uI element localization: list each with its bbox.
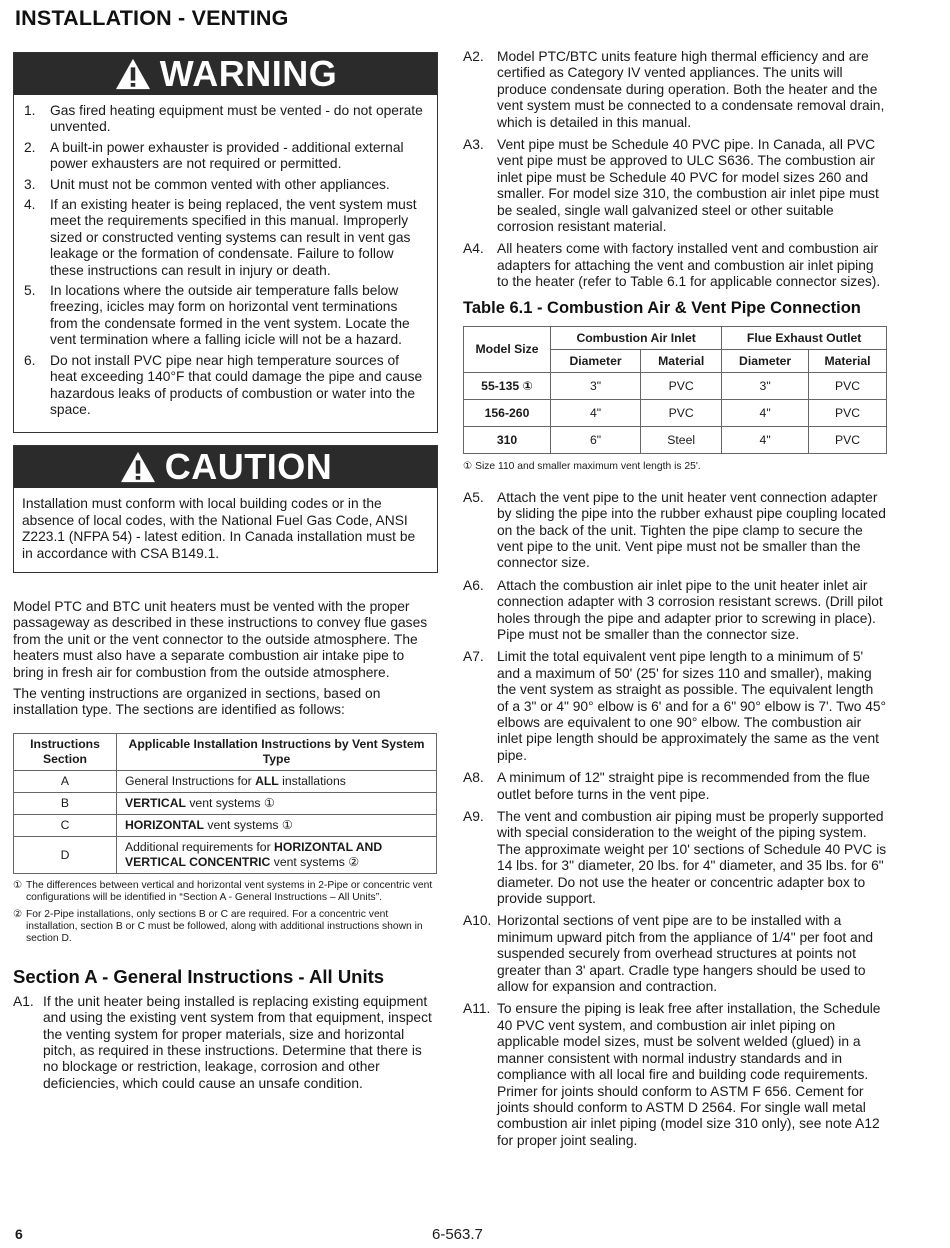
section-letter: B (14, 792, 117, 814)
note-text: If the unit heater being installed is replacing existing equipment and using the existing vent system from that equipment, inspect the venting system for proper materials, size and horizontal pitch, as required in these instructions. Determine that there is no blockage or restriction, leakage, corrosion and other deficiencies, which could cause an unsafe condition. (43, 993, 432, 1091)
table-subheader: Material (641, 349, 722, 372)
footnotes (13, 880, 438, 946)
section-a-heading: Section A - General Instructions - All Units (13, 965, 385, 987)
desc-bold: VERTICAL CONCENTRIC (125, 854, 271, 869)
note-number: A6. (463, 577, 484, 593)
note-text: Model PTC/BTC units feature high thermal efficiency and are certified as Category IV vented appliances. The units will produce condensate during operation. Both the heater and the vent system must be connected to a condensate removal drain, which is detailed in this manual. (497, 49, 885, 130)
section-letter: D (14, 836, 117, 873)
footnote (13, 880, 438, 905)
table-row (14, 792, 437, 814)
pipe-table-title: Table 6.1 - Combustion Air & Vent Pipe Connection (463, 298, 861, 317)
table-cell: Steel (641, 426, 722, 453)
note-text: To ensure the piping is leak free after installation, the Schedule 40 PVC vent system, and combustion air inlet piping on applicable model sizes, must be solvent welded (glued) in a manner consistent with normal industry standards and in compliance with all local fire and building code requirements. Primer for joints should conform to ASTM F 656. Cement for joints should conform to ASTM D 2564. For single wall metal combustion air inlet piping (model size 310 only), see note A12 for proper joint sealing. (497, 1001, 881, 1148)
warning-box (13, 52, 438, 433)
note-a5 (463, 490, 888, 572)
table-row (464, 399, 887, 426)
page-title: INSTALLATION - VENTING (15, 6, 289, 30)
table-row (14, 836, 437, 873)
note-text: All heaters come with factory installed vent and combustion air adapters for attaching the vent and combustion air inlet piping to the heater (refer to Table 6.1 for applicable connector sizes). (497, 241, 881, 290)
note-number: A1. (13, 993, 34, 1009)
note-text: Horizontal sections of vent pipe are to be installed with a minimum upward pitch from the appliance of 1/4" per foot and suspended securely from overhead structures at points not greater than 3' apart. Cradle type hangers should be used to allow for expansion and contraction. (497, 913, 874, 995)
note-a2 (463, 49, 888, 131)
warning-item-number: 1. (24, 103, 36, 118)
note-a7 (463, 649, 888, 764)
warning-item (24, 103, 427, 136)
warning-item-number: 6. (24, 352, 36, 368)
desc-bold: ALL (255, 773, 279, 788)
table-cell: PVC (808, 372, 886, 399)
caution-label: CAUTION (164, 446, 333, 488)
note-a3 (463, 137, 888, 235)
note-text: Vent pipe must be Schedule 40 PVC pipe. In Canada, all PVC vent pipe must be approved to ULC S636. The combustion air inlet pipe must be Schedule 40 PVC for model sizes 260 and smaller. For model size 310, the combustion air inlet pipe must be sealed, single wall galvanized steel or other suitable corrosion resistant material. (497, 137, 879, 235)
intro-paragraph: The venting instructions are organized in sections, based on installation type. The sections are identified as follows: (13, 685, 381, 718)
table-header-row (464, 326, 887, 349)
note-number: A11. (463, 1001, 491, 1017)
note-a11 (463, 1001, 888, 1149)
warning-list (14, 95, 437, 432)
note-a1 (13, 994, 438, 1092)
desc-text: Additional requirements for (125, 839, 275, 854)
note-text: A minimum of 12" straight pipe is recommended from the flue outlet before turns in the vent pipe. (497, 770, 870, 802)
desc-text: vent systems ① (185, 795, 275, 810)
document-number: 6-563.7 (432, 1226, 483, 1243)
intro-paragraph: Model PTC and BTC unit heaters must be vented with the proper passageway as described in these instructions to convey flue gases from the unit or the vent connector to the outside atmosphere. The heaters must also have a separate combustion air intake pipe to bring in fresh air for combustion from the outside atmosphere. (13, 598, 428, 680)
caution-triangle-icon (119, 450, 157, 484)
table-header-group: Flue Exhaust Outlet (722, 326, 887, 349)
note-text: Limit the total equivalent vent pipe length to a minimum of 5' and a maximum of 50' (25' for sizes 110 and smaller), making the vent system as straight as possible. The equivalent length of a 3" or 4" 90° elbow is 6' and for a 6" 90° elbow is 7'. Two 45° elbows are equivalent to one 90° elbow. The combustion air inlet pipe length should be approximately the same as the vent pipe. (497, 649, 887, 763)
warning-item (24, 283, 427, 349)
table-cell: 3" (551, 372, 641, 399)
note-text: The vent and combustion air piping must be properly supported with special consideration to the weight of the piping system. The approximate weight per 10' sections of Schedule 40 PVC is 14 lbs. for 3" diameter, 20 lbs. for 4" diameter, and 35 lbs. for 6" diameter. Do not use the heater or concentric adapter box to provide support. (497, 809, 887, 907)
table-cell: 4" (722, 399, 809, 426)
desc-text: General Instructions for (125, 773, 256, 788)
table-cell: PVC (641, 372, 722, 399)
note-a9 (463, 809, 888, 907)
table-header-group: Combustion Air Inlet (551, 326, 722, 349)
intro (13, 599, 438, 719)
model-size-cell: 310 (464, 426, 551, 453)
note-number: A9. (463, 809, 484, 824)
right-column (463, 49, 888, 1155)
warning-item (24, 197, 427, 279)
model-size-cell: 55-135 ① (464, 372, 551, 399)
warning-triangle-icon (114, 57, 152, 91)
warning-item-text: If an existing heater is being replaced, the vent system must meet the requirements specified in this manual. Improperly sized or constructed venting systems can result in vent gas leakage or the formation of condensate. Failure to follow these instructions can result in injury or death. (50, 197, 417, 278)
footnote-mark: ① (13, 879, 23, 891)
desc-text: vent systems ② (270, 854, 360, 869)
desc-bold: VERTICAL (125, 795, 186, 810)
pipe-connection-table (463, 326, 887, 454)
note-number: A7. (463, 649, 484, 665)
table-row (464, 372, 887, 399)
section-desc (117, 770, 437, 792)
table-cell: 6" (551, 426, 641, 453)
table-row (464, 426, 887, 453)
note-number: A2. (463, 49, 484, 64)
page-number: 6 (15, 1226, 23, 1242)
desc-text: vent systems ① (203, 817, 293, 832)
footnote-mark: ② (13, 908, 23, 920)
footnote-text: For 2-Pipe installations, only sections B or C are required. For a concentric vent installation, section B or C must be followed, along with additional instructions shown in section D. (26, 908, 423, 945)
note-number: A8. (463, 770, 484, 786)
warning-item-text: Gas fired heating equipment must be vented - do not operate unvented. (50, 103, 423, 135)
table-cell: PVC (808, 426, 886, 453)
table-cell: PVC (808, 399, 886, 426)
note-a6 (463, 578, 888, 644)
note-a4 (463, 241, 888, 290)
pipe-table-footnote: ① Size 110 and smaller maximum vent length is 25'. (463, 460, 701, 472)
table-header-row (14, 733, 437, 770)
table-header-section: Instructions Section (14, 733, 117, 770)
section-desc (117, 792, 437, 814)
warning-item-text: A built-in power exhauster is provided - additional external power exhausters are not required or permitted. (50, 139, 404, 172)
caution-text: Installation must conform with local building codes or in the absence of local codes, with the National Fuel Gas Code, ANSI Z223.1 (NFPA 54) - latest edition. In Canada installation must be in accordance with CSA B149.1. (22, 496, 416, 561)
warning-item-text: Do not install PVC pipe near high temperature sources of heat exceeding 140°F that could damage the pipe and cause hazardous leaks of products of combustion or water into the space. (50, 352, 423, 417)
table-subheader: Diameter (551, 349, 641, 372)
warning-label: WARNING (159, 53, 338, 94)
left-column (13, 52, 438, 1098)
note-text: Attach the combustion air inlet pipe to the unit heater inlet air connection adapter with 3 corrosion resistant screws. (Drill pilot holes through the pipe and adapter prior to screwing in place). Pipe must not be smaller than the connector size. (497, 577, 883, 642)
table-cell: 4" (722, 426, 809, 453)
desc-text: installations (278, 773, 346, 788)
note-a8 (463, 770, 888, 803)
table-header-desc: Applicable Installation Instructions by Vent System Type (117, 733, 437, 770)
note-text: Attach the vent pipe to the unit heater vent connection adapter by sliding the pipe into the rubber exhaust pipe coupling located on the back of the unit. Tighten the pipe clamp to secure the vent pipe to the unit. Vent pipe must not be smaller than the connector size. (497, 489, 886, 571)
section-desc (117, 836, 437, 873)
sections-table (13, 733, 437, 874)
warning-header (14, 53, 437, 95)
note-number: A5. (463, 489, 484, 505)
note-number: A4. (463, 241, 484, 257)
warning-item-number: 4. (24, 197, 36, 213)
warning-item-text: In locations where the outside air temperature falls below freezing, icicles may form on horizontal vent terminations from the condensate formed in the vent system. Locate the vent termination where a falling icicle will not be a hazard. (50, 283, 410, 348)
note-number: A10. (463, 913, 492, 929)
table-subheader: Material (808, 349, 886, 372)
caution-box (13, 445, 438, 573)
section-letter: A (14, 770, 117, 792)
warning-item-number: 2. (24, 139, 36, 155)
table-row (14, 814, 437, 836)
table-header-model: Model Size (464, 326, 551, 372)
warning-item-number: 5. (24, 283, 36, 299)
note-a10 (463, 913, 888, 995)
desc-bold: HORIZONTAL AND (274, 839, 383, 854)
desc-bold: HORIZONTAL (125, 817, 204, 832)
section-letter: C (14, 814, 117, 836)
model-size-cell: 156-260 (464, 399, 551, 426)
table-row (14, 770, 437, 792)
footnote-text: The differences between vertical and horizontal vent systems in 2-Pipe or concentric vent configurations will be identified in “Section A - General Instructions – All Units”. (26, 879, 433, 904)
table-cell: 3" (722, 372, 809, 399)
table-subheader: Diameter (722, 349, 809, 372)
warning-item-text: Unit must not be common vented with other appliances. (50, 176, 390, 192)
footnote (13, 909, 438, 946)
warning-item (24, 140, 427, 173)
warning-item (24, 177, 427, 193)
note-number: A3. (463, 137, 484, 153)
table-cell: PVC (641, 399, 722, 426)
section-desc (117, 814, 437, 836)
warning-item (24, 353, 427, 419)
table-cell: 4" (551, 399, 641, 426)
caution-header (14, 446, 437, 488)
warning-item-number: 3. (24, 176, 36, 192)
